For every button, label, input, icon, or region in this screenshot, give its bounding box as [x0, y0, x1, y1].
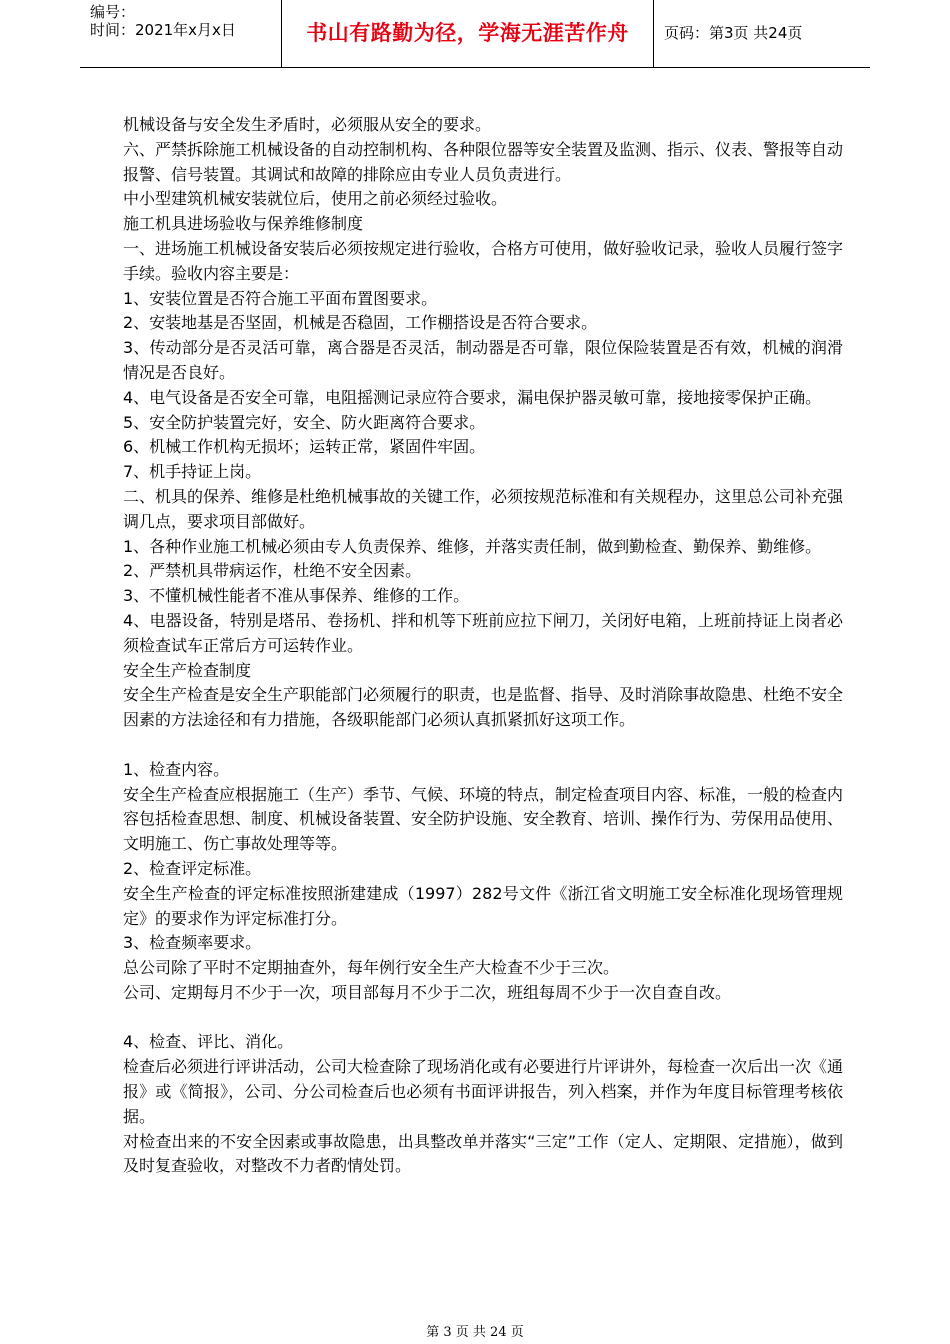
list-item: 2、安装地基是否坚固，机械是否稳固，工作棚搭设是否符合要求。 [123, 313, 598, 333]
list-item: 5、安全防护装置完好，安全、防火距离符合要求。 [123, 412, 486, 432]
list-item: 4、电器设备，特别是塔吊、卷扬机、拌和机等下班前应拉下闸刀，关闭好电箱，上班前持证上岗者必须检查试车正常后方可运转作业。 [123, 610, 843, 655]
list-item: 3、传动部分是否灵活可靠，离合器是否灵活，制动器是否可靠，限位保险装置是否有效，机械的润滑情况是否良好。 [123, 338, 843, 382]
blank-line [123, 1006, 843, 1031]
list-item: 4、检查、评比、消化。 [123, 1032, 294, 1052]
document-time: 时间：2021年x月x日 [90, 21, 236, 39]
document-number: 编号： [90, 3, 136, 21]
paragraph: 检查后必须进行评讲活动，公司大检查除了现场消化或有必要进行片评讲外，每检查一次后出一次《通报》或《简报》，公司、分公司检查后也必须有书面评讲报告，列入档案，并作为年度目标管理考核依据。 [123, 1057, 844, 1126]
list-item: 1、安装位置是否符合施工平面布置图要求。 [123, 288, 438, 308]
paragraph: 安全生产检查是安全生产职能部门必须履行的职责，也是监督、指导、及时消除事故隐患、杜绝不安全因素的方法途径和有力措施，各级职能部门必须认真抓紧抓好这项工作。 [123, 685, 844, 730]
paragraph: 对检查出来的不安全因素或事故隐患，出具整改单并落实“三定”工作（定人、定期限、定措施），做到及时复查验收，对整改不力者酌情处罚。 [123, 1131, 843, 1176]
blank-line [123, 733, 843, 758]
list-item: 3、不懂机械性能者不准从事保养、维修的工作。 [123, 586, 470, 606]
list-item: 6、机械工作机构无损坏；运转正常，紧固件牢固。 [123, 437, 486, 457]
header-meta [80, 0, 282, 67]
paragraph: 六、严禁拆除施工机械设备的自动控制机构、各种限位器等安全装置及监测、指示、仪表、警报等自动报警、信号装置。其调试和故障的排除应由专业人员负责进行。 [123, 139, 844, 184]
list-item: 3、检查频率要求。 [123, 933, 262, 953]
page-header [80, 0, 870, 68]
list-item: 2、检查评定标准。 [123, 858, 262, 878]
paragraph: 安全生产检查应根据施工（生产）季节、气候、环境的特点，制定检查项目内容、标准，一般的检查内容包括检查思想、制度、机械设备装置、安全防护设施、安全教育、培训、操作行为、劳保用品使用、文明施工、伤亡事故处理等等。 [123, 784, 844, 854]
list-item: 2、严禁机具带病运作，杜绝不安全因素。 [123, 561, 422, 581]
header-motto: 书山有路勤为径，学海无涯苦作舟 [282, 0, 654, 67]
list-item: 1、各种作业施工机械必须由专人负责保养、维修，并落实责任制，做到勤检查、勤保养、勤维修。 [123, 536, 822, 556]
document-body [123, 113, 843, 1179]
paragraph: 二、机具的保养、维修是杜绝机械事故的关键工作，必须按规范标准和有关规程办，这里总公司补充强调几点，要求项目部做好。 [123, 486, 844, 531]
paragraph: 总公司除了平时不定期抽查外，每年例行安全生产大检查不少于三次。 [123, 958, 620, 978]
list-item: 1、检查内容。 [123, 759, 230, 779]
paragraph: 一、进场施工机械设备安装后必须按规定进行验收，合格方可使用，做好验收记录，验收人员履行签字手续。验收内容主要是： [123, 238, 844, 283]
page-footer: 第 3 页 共 24 页 [426, 1325, 524, 1340]
header-page-number: 页码：第3页 共24页 [664, 24, 803, 42]
section-heading: 安全生产检查制度 [123, 660, 252, 680]
paragraph: 机械设备与安全发生矛盾时，必须服从安全的要求。 [123, 115, 492, 134]
list-item: 7、机手持证上岗。 [123, 462, 262, 482]
section-heading: 施工机具进场验收与保养维修制度 [123, 214, 364, 234]
paragraph: 安全生产检查的评定标准按照浙建建成（1997）282号文件《浙江省文明施工安全标准化现场管理规定》的要求作为评定标准打分。 [123, 883, 843, 928]
list-item: 4、电气设备是否安全可靠，电阻摇测记录应符合要求，漏电保护器灵敏可靠，接地接零保护正确。 [123, 387, 822, 407]
paragraph: 中小型建筑机械安装就位后，使用之前必须经过验收。 [123, 189, 508, 209]
paragraph: 公司、定期每月不少于一次，项目部每月不少于二次，班组每周不少于一次自查自改。 [123, 982, 732, 1002]
